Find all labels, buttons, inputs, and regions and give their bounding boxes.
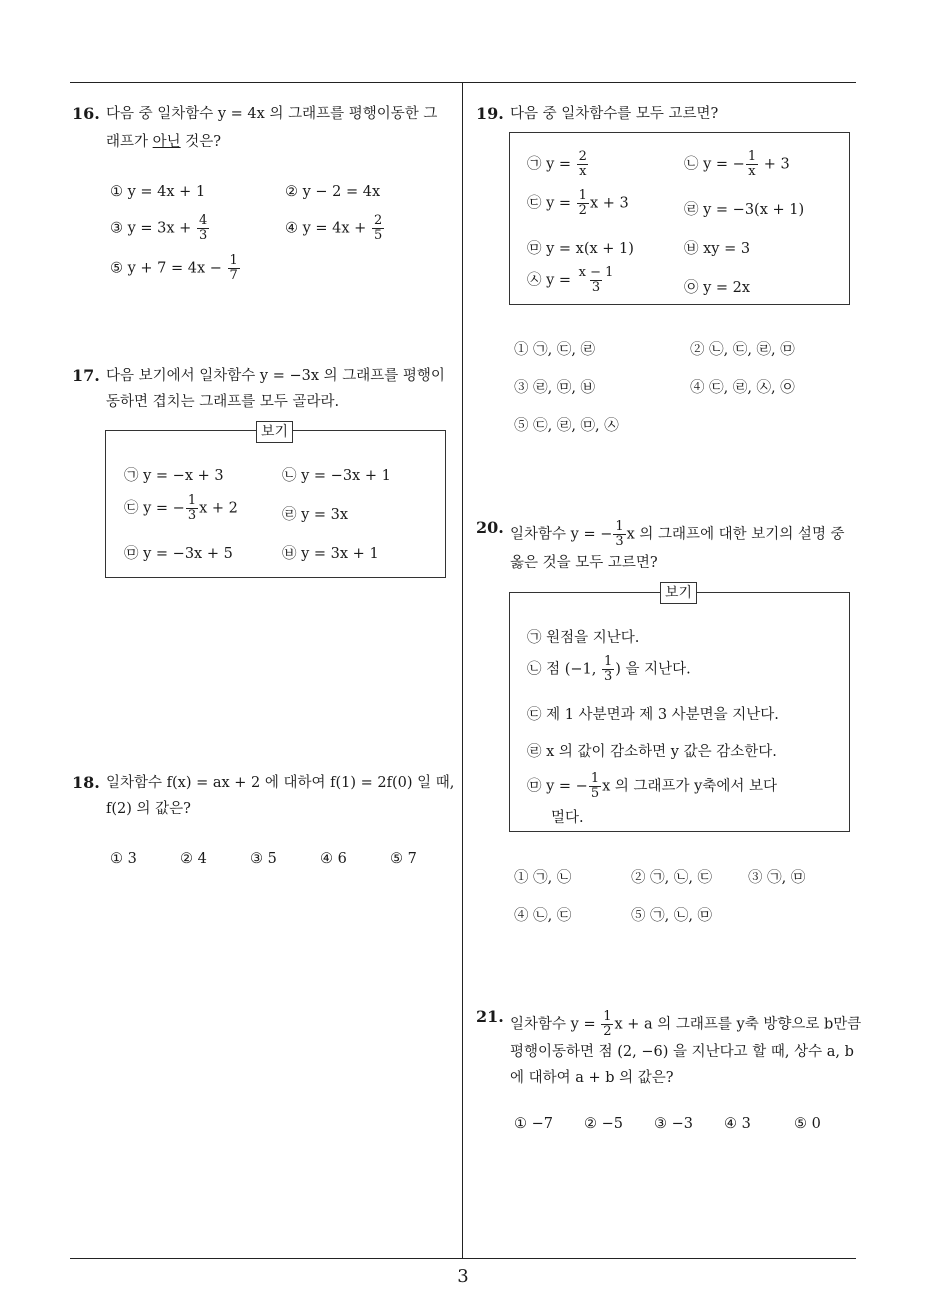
box-item: ㉦ y = $\frac{x - 1}{3}$ — [527, 265, 614, 295]
answer-option[interactable]: ① ㉠, ㉡ — [514, 870, 572, 886]
answer-option[interactable]: ① −7 — [514, 1116, 553, 1132]
box-item: ㉡ y = − $\frac{1}{x}$ + 3 — [684, 149, 790, 179]
page-number: 3 — [457, 1266, 469, 1287]
box-item: ㉢ y = $\frac{1}{2}$ x + 3 — [527, 188, 629, 218]
box-item: ㉥ xy = 3 — [684, 241, 751, 257]
answer-option[interactable]: ⑤ 0 — [794, 1116, 821, 1132]
column-divider — [462, 82, 463, 1258]
question-text: 에 대하여 a + b 의 값은? — [510, 1070, 674, 1086]
footer-rule — [70, 1258, 856, 1259]
question-text: 다음 보기에서 일차함수 y = −3x 의 그래프를 평행이 — [106, 368, 445, 384]
answer-option[interactable]: ② −5 — [584, 1116, 623, 1132]
box-item: ㉤ y = x(x + 1) — [527, 241, 634, 257]
bogi-item: ㉠ 원점을 지난다. — [527, 630, 640, 646]
answer-option[interactable]: ③ y = 3x + $\frac{4}{3}$ — [110, 213, 208, 243]
answer-option[interactable]: ④ 6 — [320, 851, 347, 867]
answer-option[interactable]: ② y − 2 = 4x — [285, 184, 381, 200]
bogi-item: ㉡ y = −3x + 1 — [282, 468, 391, 484]
question-text: 평행이동하면 점 (2, −6) 을 지난다고 할 때, 상수 a, b — [510, 1044, 854, 1060]
question-number: 17. — [72, 366, 100, 385]
bogi-label: 보기 — [256, 421, 293, 443]
answer-option[interactable]: ① ㉠, ㉢, ㉣ — [514, 342, 596, 358]
question-text: 일차함수 y = $\frac{1}{2}$ x + a 의 그래프를 y축 방향으로 b만큼 — [510, 1009, 862, 1039]
answer-option[interactable]: ① 3 — [110, 851, 137, 867]
question-number: 16. — [72, 104, 100, 123]
bogi-item: ㉥ y = 3x + 1 — [282, 546, 379, 562]
answer-option[interactable]: ⑤ y + 7 = 4x − $\frac{1}{7}$ — [110, 253, 238, 283]
bogi-item: ㉡ 점 (−1, $\frac{1}{3}$ ) 을 지난다. — [527, 654, 691, 684]
bogi-item: ㉠ y = −x + 3 — [124, 468, 224, 484]
answer-option[interactable]: ⑤ 7 — [390, 851, 417, 867]
question-text: 옳은 것을 모두 고르면? — [510, 555, 658, 571]
question-text: 다음 중 일차함수 y = 4x 의 그래프를 평행이동한 그 — [106, 106, 438, 122]
question-text: 일차함수 y = − $\frac{1}{3}$ x 의 그래프에 대한 보기의 설명 중 — [510, 519, 845, 549]
answer-option[interactable]: ④ ㉢, ㉣, ㉦, ㉧ — [690, 380, 795, 396]
question-number: 20. — [476, 518, 504, 537]
box-item: ㉣ y = −3(x + 1) — [684, 202, 805, 218]
box-item: ㉠ y = $\frac{2}{x}$ — [527, 149, 587, 179]
answer-option[interactable]: ② 4 — [180, 851, 207, 867]
bogi-label: 보기 — [660, 582, 697, 604]
question-text: 일차함수 f(x) = ax + 2 에 대하여 f(1) = 2f(0) 일 때, — [106, 775, 455, 791]
answer-option[interactable]: ④ 3 — [724, 1116, 751, 1132]
question-text: f(2) 의 값은? — [106, 801, 191, 817]
answer-option[interactable]: ④ ㉡, ㉢ — [514, 908, 572, 924]
header-rule — [70, 82, 856, 83]
bogi-item-continuation: 멀다. — [551, 810, 584, 826]
emphasis-underline: 아닌 — [152, 134, 181, 150]
answer-option[interactable]: ② ㉡, ㉢, ㉣, ㉤ — [690, 342, 795, 358]
question-number: 21. — [476, 1007, 504, 1026]
bogi-item: ㉤ y = −3x + 5 — [124, 546, 233, 562]
answer-option[interactable]: ⑤ ㉢, ㉣, ㉤, ㉦ — [514, 418, 619, 434]
answer-option[interactable]: ① y = 4x + 1 — [110, 184, 206, 200]
answer-option[interactable]: ③ ㉣, ㉤, ㉥ — [514, 380, 596, 396]
question-text: 다음 중 일차함수를 모두 고르면? — [510, 106, 719, 122]
question-text: 래프가 아닌 것은? — [106, 134, 222, 150]
answer-option[interactable]: ③ 5 — [250, 851, 277, 867]
answer-option[interactable]: ③ ㉠, ㉤ — [748, 870, 806, 886]
question-number: 19. — [476, 104, 504, 123]
bogi-item: ㉤ y = − $\frac{1}{5}$ x 의 그래프가 y축에서 보다 — [527, 771, 777, 801]
bogi-item: ㉢ 제 1 사분면과 제 3 사분면을 지난다. — [527, 707, 779, 723]
question-text: 동하면 겹치는 그래프를 모두 골라라. — [106, 394, 340, 410]
answer-option[interactable]: ⑤ ㉠, ㉡, ㉤ — [631, 908, 713, 924]
bogi-item: ㉢ y = − $\frac{1}{3}$ x + 2 — [124, 493, 238, 523]
bogi-item: ㉣ x 의 값이 감소하면 y 값은 감소한다. — [527, 744, 777, 760]
box-item: ㉧ y = 2x — [684, 280, 751, 296]
answer-option[interactable]: ④ y = 4x + $\frac{2}{5}$ — [285, 213, 383, 243]
answer-option[interactable]: ② ㉠, ㉡, ㉢ — [631, 870, 713, 886]
answer-option[interactable]: ③ −3 — [654, 1116, 693, 1132]
bogi-item: ㉣ y = 3x — [282, 507, 349, 523]
question-number: 18. — [72, 773, 100, 792]
